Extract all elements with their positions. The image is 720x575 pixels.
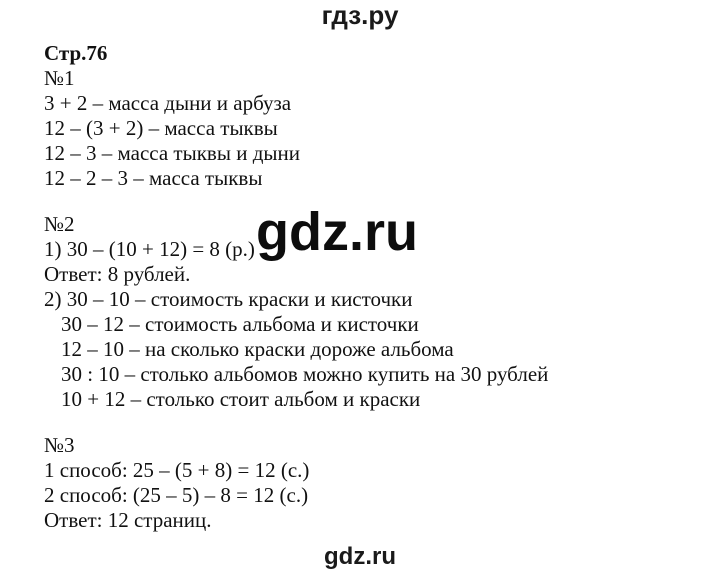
solution-line: 12 – 2 – 3 – масса тыквы	[44, 166, 263, 190]
solution-line: 2 способ: (25 – 5) – 8 = 12 (с.)	[44, 483, 309, 507]
solution-line: 12 – 3 – масса тыквы и дыни	[44, 141, 300, 165]
solution-line: 30 – 12 – стоимость альбома и кисточки	[61, 312, 419, 336]
solution-line: 30 : 10 – столько альбомов можно купить на 30 рублей	[61, 362, 549, 386]
solution-line: 2) 30 – 10 – стоимость краски и кисточки	[44, 287, 413, 311]
task-3	[44, 433, 704, 533]
solution-line: 12 – 10 – на сколько краски дороже альбома	[61, 337, 454, 361]
solution-line: 1 способ: 25 – (5 + 8) = 12 (с.)	[44, 458, 310, 482]
site-header-title: гдз.ру	[321, 0, 399, 30]
answer-line: Ответ: 8 рублей.	[44, 262, 191, 286]
solution-line: 12 – (3 + 2) – масса тыквы	[44, 116, 278, 140]
solution-line: 1) 30 – (10 + 12) = 8 (р.)	[44, 237, 255, 261]
task-number: №1	[44, 66, 75, 90]
task-1	[44, 66, 704, 191]
site-footer-link[interactable]: gdz.ru	[324, 543, 396, 570]
watermark-logo: gdz.ru	[256, 202, 418, 262]
page-reference: Стр.76	[44, 41, 108, 65]
task-number: №2	[44, 212, 75, 236]
answer-line: Ответ: 12 страниц.	[44, 508, 212, 532]
task-number: №3	[44, 433, 75, 457]
solution-line: 10 + 12 – столько стоит альбом и краски	[61, 387, 421, 411]
solution-content	[44, 40, 704, 533]
spacer	[44, 412, 704, 433]
solution-line: 3 + 2 – масса дыни и арбуза	[44, 91, 292, 115]
